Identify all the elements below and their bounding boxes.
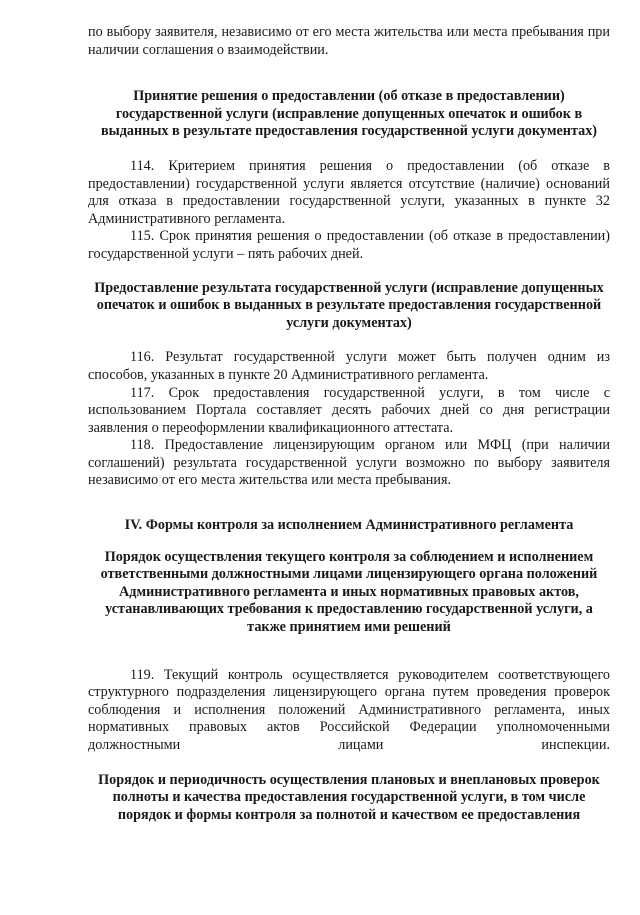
paragraph-115: 115. Срок принятия решения о предоставлении (об отказе в предоставлении) государственной услуги – пять рабочих дней. [88, 228, 610, 262]
chapter-heading-control-forms: IV. Формы контроля за исполнением Административного регламента [124, 517, 574, 534]
paragraph-116: 116. Результат государственной услуги может быть получен одним из способов, указанных в пункте 20 Административного регламента. [88, 349, 610, 383]
section-heading-result-delivery: Предоставление результата государственной услуги (исправление допущенных опечаток и ошибок в выданных в результате предоставления государственной услуги документах) [94, 279, 604, 331]
intro-paragraph: по выбору заявителя, независимо от его места жительства или места пребывания при наличии соглашения о взаимодействии. [88, 24, 610, 58]
paragraph-119: 119. Текущий контроль осуществляется руководителем соответствующего структурного подразделения лицензирующего органа путем проведения проверок соблюдения и исполнения положений Административного регламента, иных нормативных правовых актов Российской Федерации уполномоченными должностными лицами инспекции. [88, 666, 610, 753]
document-page [88, 24, 610, 824]
section-heading-inspections: Порядок и периодичность осуществления плановых и внеплановых проверок полноты и качества предоставления государственной услуги, в том числе порядок и формы контроля за полнотой и качеством ее предоставления [98, 771, 600, 823]
section-heading-current-control: Порядок осуществления текущего контроля за соблюдением и исполнением ответственными должностными лицами лицензирующего органа положений Административного регламента и иных нормативных правовых актов, устанавливающих требования к предоставлению государственной услуги, а также принятием ими решений [100, 548, 598, 636]
paragraph-114: 114. Критерием принятия решения о предоставлении (об отказе в предоставлении) государственной услуги является отсутствие (наличие) оснований для отказа в предоставлении государственной услуги, указанных в пункте 32 Административного регламента. [88, 157, 610, 227]
section-heading-decision: Принятие решения о предоставлении (об отказе в предоставлении) государственной услуги (исправление допущенных опечаток и ошибок в выданных в результате предоставления государственной услуги документах) [100, 88, 598, 140]
paragraph-118: 118. Предоставление лицензирующим органом или МФЦ (при наличии соглашений) результата государственной услуги возможно по выбору заявителя независимо от его места жительства или места пребывания. [88, 437, 610, 489]
paragraph-117: 117. Срок предоставления государственной услуги, в том числе с использованием Портала составляет десять рабочих дней со дня регистрации заявления о переоформлении квалификационного аттестата. [88, 384, 610, 436]
